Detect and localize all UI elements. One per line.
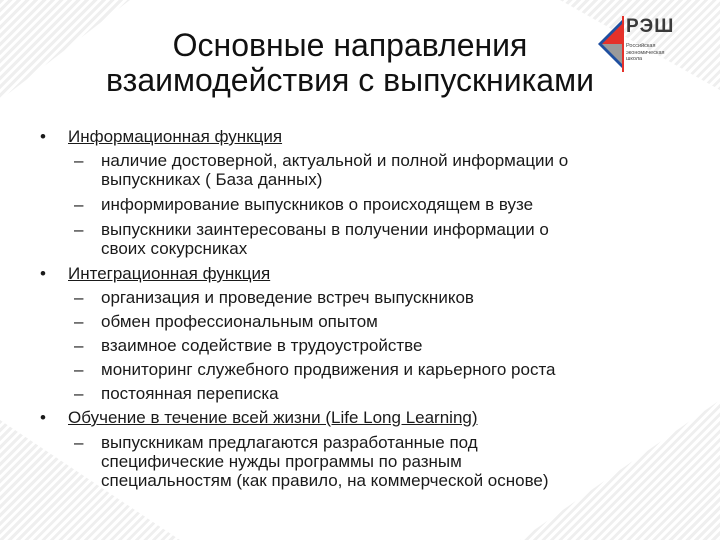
list-item-line: выпускникам предлагаются разработанные под <box>101 433 478 452</box>
list-item-line: наличие достоверной, актуальной и полной информации о <box>101 151 569 170</box>
slide-title-line-2: взаимодействия с выпускниками <box>106 62 594 98</box>
dash: – <box>74 336 84 355</box>
list-item-line: выпускники заинтересованы в получении информации о <box>101 220 549 239</box>
logo-mark-icon <box>598 16 626 72</box>
section-heading: Информационная функция <box>68 127 283 146</box>
list-item-line: мониторинг служебного продвижения и карьерного роста <box>101 360 556 379</box>
dash: – <box>74 151 84 170</box>
logo-subtitle-line: школа <box>626 56 643 62</box>
list-item-line: специфические нужды программы по разным <box>101 452 462 471</box>
dash: – <box>74 433 84 452</box>
list-item-line: взаимное содействие в трудоустройстве <box>101 336 423 355</box>
dash: – <box>74 312 84 331</box>
dash: – <box>74 288 84 307</box>
dash: – <box>74 384 84 403</box>
slide-title-line-1: Основные направления <box>172 27 528 63</box>
dash: – <box>74 360 84 379</box>
logo-subtitle <box>626 43 686 63</box>
logo-name: РЭШ <box>626 16 675 37</box>
bullet: • <box>40 264 46 283</box>
background-stripes-bottom-right <box>520 400 720 540</box>
res-logo <box>598 16 686 72</box>
bullet: • <box>40 408 46 427</box>
slide-title <box>70 28 630 98</box>
logo-subtitle-line: Российская <box>626 43 656 49</box>
list-item-line: специальностям (как правило, на коммерческой основе) <box>101 471 549 490</box>
dash: – <box>74 220 84 239</box>
section-heading: Интеграционная функция <box>68 264 271 283</box>
dash: – <box>74 195 84 214</box>
list-item-line: своих сокурсниках <box>101 239 248 258</box>
logo-subtitle-line: экономическая <box>626 49 665 56</box>
section-heading: Обучение в течение всей жизни (Life Long Learning) <box>68 408 478 427</box>
list-item-line: обмен профессиональным опытом <box>101 312 378 331</box>
list-item-line: постоянная переписка <box>101 384 279 403</box>
list-item-line: организация и проведение встреч выпускников <box>101 288 474 307</box>
list-item-line: информирование выпускников о происходящем в вузе <box>101 195 534 214</box>
list-item-line: выпускниках ( База данных) <box>101 170 323 189</box>
bullet: • <box>40 127 46 146</box>
